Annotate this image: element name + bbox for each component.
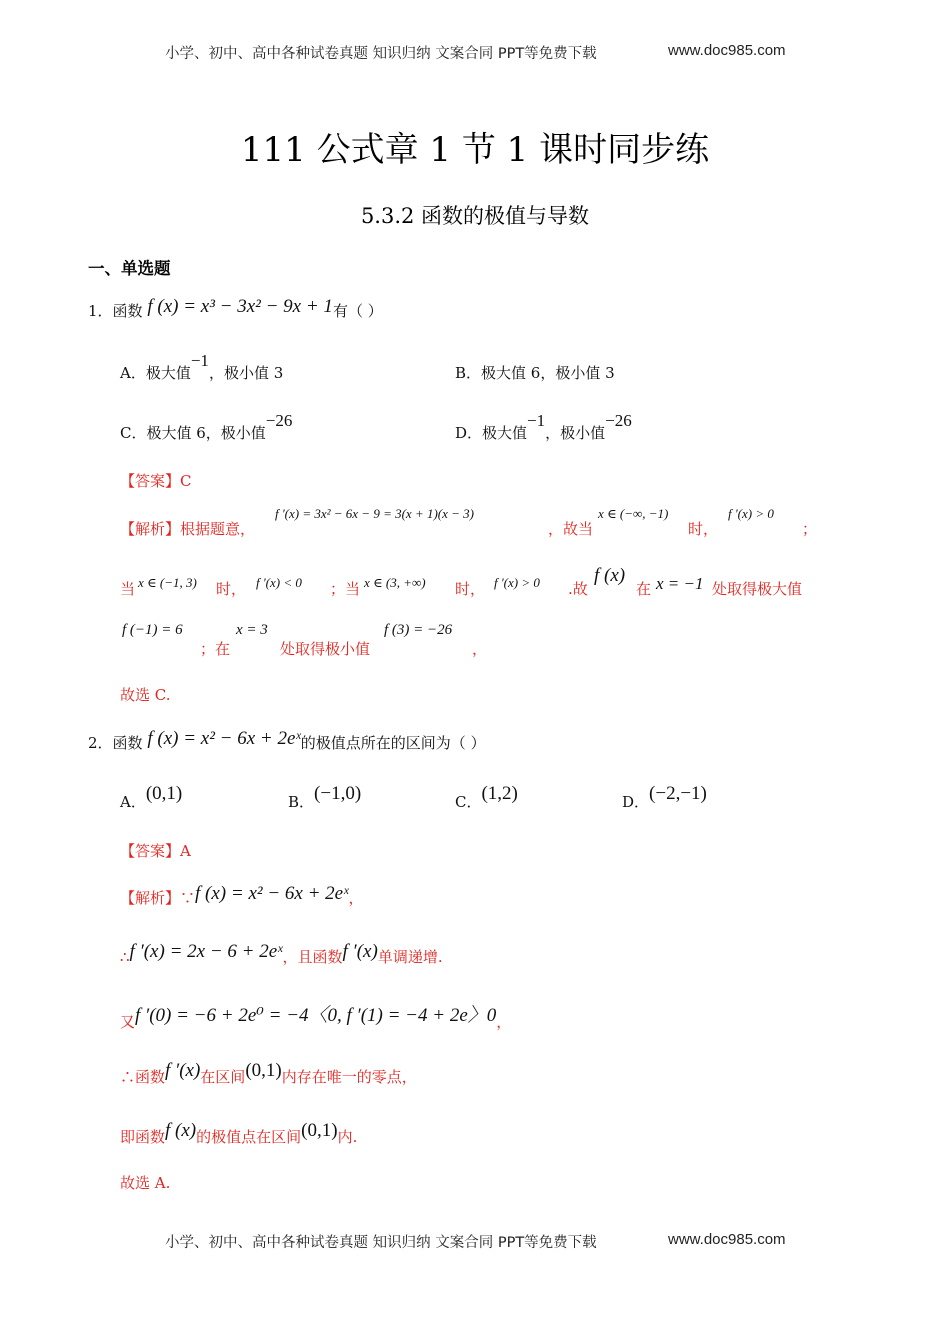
q1-line2-text-2: 时，	[216, 580, 247, 598]
q2-line4-text-2: 在区间	[200, 1068, 246, 1086]
q1-solution-text-2: 时，	[688, 520, 719, 538]
q2-line5-function: f (x)	[165, 1120, 197, 1141]
q2-conclusion: 故选 A.	[120, 1174, 171, 1192]
q1-option-d-label: D．极大值	[455, 424, 528, 442]
q1-line2-interval-1: x ∈ (−1, 3)	[138, 575, 197, 590]
q1-line2-sign-1: f '(x) < 0	[256, 575, 302, 590]
q2-line4-interval: (0,1)	[245, 1060, 282, 1081]
q2-prefix: 函数	[112, 734, 143, 752]
q1-option-b[interactable]: B．极大值 6，极小值 3	[455, 364, 615, 382]
q1-option-d-mid: ，极小值	[545, 424, 606, 442]
q1-option-a-value: −1	[190, 351, 209, 370]
q2-number: 2．	[88, 734, 113, 752]
q1-line2-text-7: 处取得极大值	[712, 580, 803, 598]
q1-line2-sign-2: f '(x) > 0	[494, 575, 540, 590]
q1-option-a-rest: ，极小值 3	[208, 364, 284, 382]
q2-suffix: 的极值点所在的区间为（ ）	[300, 734, 486, 752]
q1-number: 1．	[88, 302, 113, 320]
q1-line3-min: f (3) = −26	[384, 622, 453, 638]
header-text: 小学、初中、高中各种试卷真题 知识归纳 文案合同 PPT等免费下载	[165, 46, 597, 62]
q2-line4	[120, 1060, 417, 1088]
q1-solution-label: 【解析】根据题意，	[120, 520, 256, 538]
q2-solution	[120, 883, 364, 909]
q2-solution-label: 【解析】∵	[120, 889, 196, 907]
q2-line3-values: f ′(0) = −6 + 2e⁰ = −4〈0, f ′(1) = −4 + 2e〉0	[135, 1005, 497, 1026]
question-1	[88, 296, 383, 322]
q1-line2-text-6: 在	[636, 580, 652, 598]
q1-line2-text-4: 时，	[455, 580, 486, 598]
q2-line5-interval: (0,1)	[301, 1120, 338, 1141]
q2-line3	[120, 1006, 511, 1033]
q2-option-a-label: A．	[120, 793, 146, 811]
q2-line2-text-3: 单调递增.	[377, 948, 443, 966]
page-title: 111 公式章 1 节 1 课时同步练	[240, 130, 710, 170]
q2-line3-text-2: ，	[496, 1013, 512, 1031]
q2-line2	[120, 941, 443, 968]
q2-option-d[interactable]	[622, 783, 707, 813]
q1-option-d-value2: −26	[605, 411, 632, 430]
q1-option-d-value1: −1	[527, 411, 546, 430]
q2-line2-derivative: f ′(x) = 2x − 6 + 2eˣ	[129, 941, 283, 962]
q2-option-b-value: (−1,0)	[314, 783, 362, 804]
q2-line4-text-1: ∴函数	[120, 1068, 166, 1086]
q1-solution-sign-1: f '(x) > 0	[728, 506, 774, 521]
q2-solution-text-1: ，	[348, 889, 364, 907]
q2-line2-therefore: ∴	[120, 948, 130, 966]
q2-line4-text-3: 内存在唯一的零点，	[281, 1068, 417, 1086]
q1-formula: f (x) = x³ − 3x² − 9x + 1	[147, 296, 333, 317]
q1-option-c-label: C．极大值 6，极小值	[120, 424, 266, 442]
q1-line2-interval-2: x ∈ (3, +∞)	[364, 575, 426, 590]
q2-option-c[interactable]	[455, 783, 518, 813]
q1-option-a-label: A．极大值	[120, 364, 191, 382]
q2-line2-function: f ′(x)	[342, 941, 378, 962]
q1-line3-text-3: ，	[472, 640, 488, 658]
footer-site-link[interactable]: www.doc985.com	[668, 1231, 786, 1248]
q1-conclusion: 故选 C.	[120, 686, 171, 704]
q1-line3-max: f (−1) = 6	[122, 622, 183, 638]
q1-answer: 【答案】C	[120, 472, 192, 490]
q2-line5	[120, 1120, 358, 1148]
q1-option-c[interactable]	[120, 411, 293, 443]
q2-option-d-value: (−2,−1)	[649, 783, 707, 804]
q1-line3-text-2: 处取得极小值	[280, 640, 371, 658]
q2-option-b-label: B．	[288, 793, 315, 811]
q1-line2-function: f (x)	[594, 565, 626, 586]
section-heading: 一、单选题	[88, 259, 171, 278]
q1-option-d[interactable]	[455, 411, 632, 443]
page-subtitle: 5.3.2 函数的极值与导数	[360, 204, 590, 228]
q2-solution-function: f (x) = x² − 6x + 2eˣ	[195, 883, 349, 904]
q1-line2-point: x = −1	[656, 574, 704, 593]
q1-line2-text-3: ；当	[330, 580, 361, 598]
q2-line2-text-2: ，且函数	[282, 948, 343, 966]
q2-option-c-value: (1,2)	[481, 783, 518, 804]
q2-line5-text-3: 内.	[337, 1128, 358, 1146]
q1-line3-point: x = 3	[236, 622, 268, 638]
question-2	[88, 728, 486, 754]
q1-line2-text-1: 当	[120, 580, 136, 598]
header-site-link[interactable]: www.doc985.com	[668, 42, 786, 59]
q2-formula: f (x) = x² − 6x + 2eˣ	[147, 728, 301, 749]
q2-option-b[interactable]	[288, 783, 362, 813]
q2-line5-text-1: 即函数	[120, 1128, 166, 1146]
q1-solution-derivative: f '(x) = 3x² − 6x − 9 = 3(x + 1)(x − 3)	[275, 506, 474, 521]
q1-suffix: 有（ ）	[332, 302, 383, 320]
footer-text: 小学、初中、高中各种试卷真题 知识归纳 文案合同 PPT等免费下载	[165, 1235, 597, 1251]
q2-option-c-label: C．	[455, 793, 482, 811]
q2-answer: 【答案】A	[120, 842, 191, 860]
q1-prefix: 函数	[112, 302, 143, 320]
q1-line3-text-1: ；在	[200, 640, 231, 658]
q1-line2-text-5: .故	[568, 580, 588, 598]
q1-solution-interval-1: x ∈ (−∞, −1)	[598, 506, 669, 521]
q1-solution-text-3: ；	[802, 520, 818, 538]
q2-line5-text-2: 的极值点在区间	[196, 1128, 302, 1146]
q1-option-c-value: −26	[265, 411, 293, 430]
q1-option-a[interactable]	[120, 351, 284, 383]
q2-option-a[interactable]	[120, 783, 183, 813]
q2-line4-function: f ′(x)	[165, 1060, 201, 1081]
q2-option-d-label: D．	[622, 793, 650, 811]
q2-option-a-value: (0,1)	[145, 783, 183, 804]
q2-line3-text-1: 又	[120, 1013, 136, 1031]
q1-solution-text-1: ，故当	[548, 520, 594, 538]
